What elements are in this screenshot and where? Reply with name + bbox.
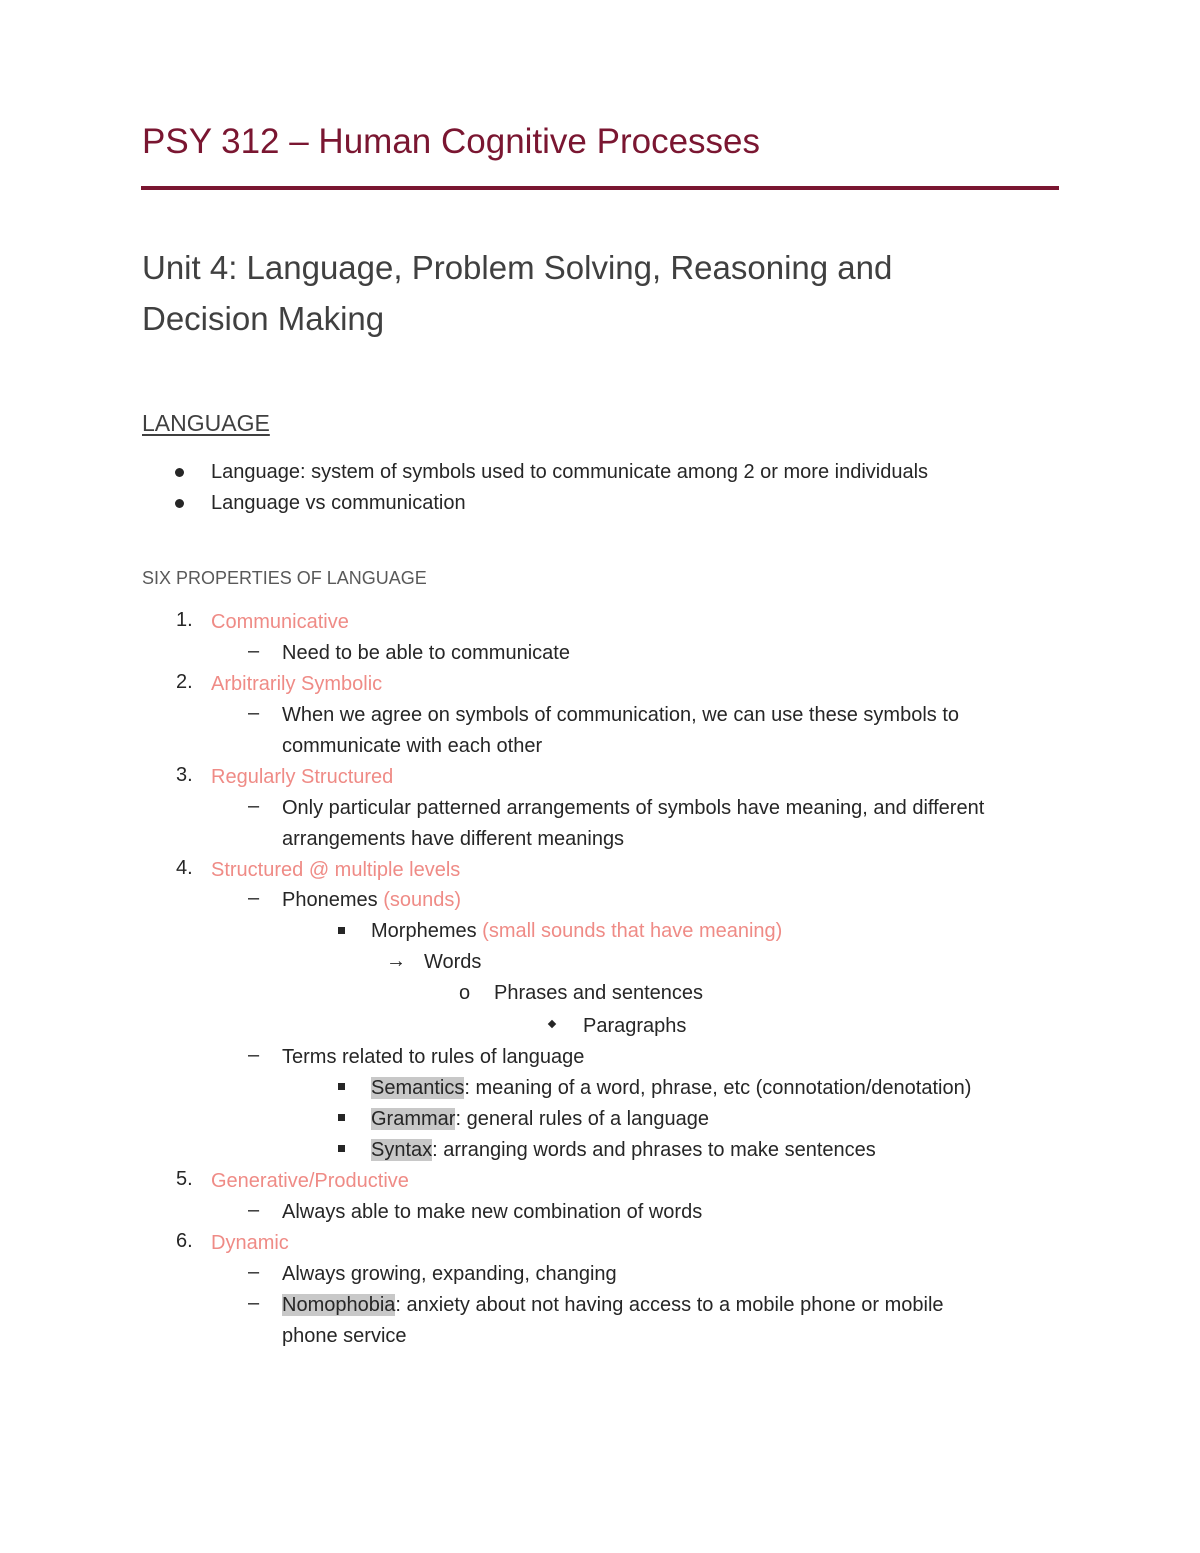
property-generative: Generative/Productive xyxy=(211,1170,409,1192)
morphemes-label: Morphemes xyxy=(371,920,477,942)
phonemes-label: Phonemes xyxy=(282,889,378,911)
semantics-def: : meaning of a word, phrase, etc (connotation/denotation) xyxy=(464,1077,972,1099)
diamond-bullet-icon xyxy=(548,1020,556,1028)
nomophobia-line xyxy=(282,1292,944,1318)
language-bullet-2: Language vs communication xyxy=(211,492,466,514)
detail-text: When we agree on symbols of communication, we can use these symbols to xyxy=(282,704,959,726)
unit-title-line1: Unit 4: Language, Problem Solving, Reasoning and xyxy=(142,249,893,286)
level-phrases: Phrases and sentences xyxy=(494,982,704,1004)
detail-text: arrangements have different meanings xyxy=(282,828,625,850)
detail-text: Always able to make new combination of words xyxy=(282,1201,703,1223)
bullet-icon xyxy=(175,468,184,477)
term-semantics xyxy=(371,1075,971,1101)
syntax-def: : arranging words and phrases to make sentences xyxy=(432,1139,876,1161)
square-bullet-icon xyxy=(338,1114,345,1121)
level-paragraphs: Paragraphs xyxy=(583,1015,687,1037)
dash-icon: – xyxy=(248,795,260,817)
dash-icon: – xyxy=(248,1044,260,1066)
term-grammar xyxy=(371,1106,709,1132)
language-bullet-1: Language: system of symbols used to communicate among 2 or more individuals xyxy=(211,461,929,483)
term-syntax xyxy=(371,1137,876,1163)
dash-icon: – xyxy=(248,1199,260,1221)
property-arbitrarily-symbolic: Arbitrarily Symbolic xyxy=(211,673,383,695)
property-regularly-structured: Regularly Structured xyxy=(211,766,394,788)
bullet-icon xyxy=(175,499,184,508)
morphemes-note: (small sounds that have meaning) xyxy=(482,920,783,942)
nomophobia-def: : anxiety about not having access to a mobile phone or mobile xyxy=(395,1294,944,1316)
phonemes-note: (sounds) xyxy=(383,889,461,911)
detail-text: Always growing, expanding, changing xyxy=(282,1263,617,1285)
unit-title-line2: Decision Making xyxy=(142,300,385,337)
property-structured-multiple-levels: Structured @ multiple levels xyxy=(211,859,461,881)
nomophobia-term: Nomophobia xyxy=(282,1294,396,1316)
dash-icon: – xyxy=(248,1261,260,1283)
detail-text: communicate with each other xyxy=(282,735,543,757)
square-bullet-icon xyxy=(338,1083,345,1090)
property-dynamic: Dynamic xyxy=(211,1232,289,1254)
property-communicative: Communicative xyxy=(211,611,349,633)
dash-icon: – xyxy=(248,1292,260,1314)
nomophobia-line-2: phone service xyxy=(282,1325,407,1347)
dash-icon: – xyxy=(248,702,260,724)
item-number: 4. xyxy=(176,857,193,879)
dash-icon: – xyxy=(248,640,260,662)
semantics-term: Semantics xyxy=(371,1077,465,1099)
level-words: Words xyxy=(424,951,482,973)
item-number: 6. xyxy=(176,1230,193,1252)
grammar-def: : general rules of a language xyxy=(455,1108,709,1130)
title-divider xyxy=(141,186,1059,190)
language-heading: LANGUAGE xyxy=(142,410,270,436)
syntax-term: Syntax xyxy=(371,1139,433,1161)
grammar-term: Grammar xyxy=(371,1108,456,1130)
item-number: 2. xyxy=(176,671,193,693)
level-morphemes xyxy=(371,918,782,944)
item-number: 3. xyxy=(176,764,193,786)
square-bullet-icon xyxy=(338,927,345,934)
item-number: 1. xyxy=(176,609,193,631)
level-phonemes xyxy=(282,887,461,913)
detail-text: Only particular patterned arrangements of symbols have meaning, and different xyxy=(282,797,985,819)
item-number: 5. xyxy=(176,1168,193,1190)
circle-bullet-icon: o xyxy=(459,982,471,1004)
terms-intro: Terms related to rules of language xyxy=(282,1046,585,1068)
square-bullet-icon xyxy=(338,1145,345,1152)
document-title: PSY 312 – Human Cognitive Processes xyxy=(142,122,761,161)
properties-heading: SIX PROPERTIES OF LANGUAGE xyxy=(142,568,427,588)
arrow-icon: → xyxy=(386,950,406,972)
dash-icon: – xyxy=(248,887,260,909)
detail-text: Need to be able to communicate xyxy=(282,642,570,664)
